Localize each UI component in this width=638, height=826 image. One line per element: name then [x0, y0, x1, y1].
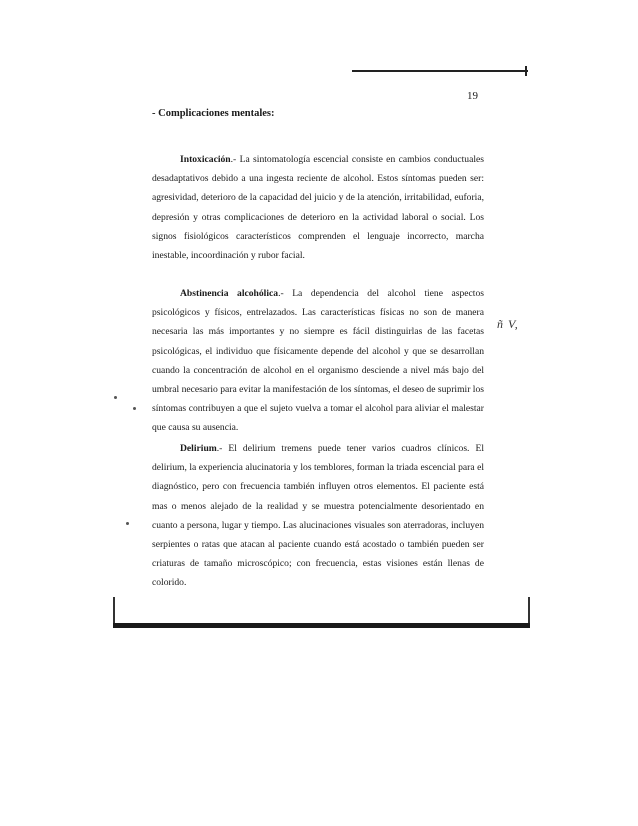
paragraph-delirium: [152, 439, 484, 593]
top-rule: [352, 70, 528, 72]
page-number: 19: [467, 90, 478, 102]
handwritten-margin-note: ñ V,: [497, 317, 519, 331]
section-heading: [152, 108, 274, 119]
paragraph-text: .- El delirium tremens puede tener varios cuadros clínicos. El delirium, la experiencia alucinatoria y los temblores, forman la triada escencial para el diagnóstico, pero con frecuencia también influyen otros elementos. El paciente está mas o menos alejado de la realidad y se muestra potencialmente desorientado en cuanto a persona, lugar y tiempo. Las alucinaciones visuales son aterradoras, incluyen serpientes o ratas que atacan al paciente cuando está acostado o también pueden ser criaturas de tamaño microscópico; con frecuencia, estas visiones están llenas de colorido.: [152, 443, 484, 589]
scan-speck: [133, 407, 136, 410]
scan-speck: [126, 522, 129, 525]
paragraph-text: .- La sintomatología escencial consiste en cambios conductuales desadaptativos debido a una ingesta reciente de alcohol. Estos síntomas pueden ser: agresividad, deterioro de la capacidad del juicio y de la atención, irritabilidad, euforia, depresión y otras complicaciones de deterioro en la actividad laboral o social. Los signos fisiológicos característicos comprenden el lenguaje incorrecto, marcha inestable, incoordinación y rubor facial.: [152, 154, 484, 262]
bottom-frame-right: [528, 597, 530, 625]
top-rule-tick: [525, 66, 527, 76]
paragraph-abstinencia: [152, 284, 484, 438]
paragraph-term: Intoxicación: [180, 154, 231, 165]
paragraph-intoxicacion: [152, 150, 484, 265]
paragraph-term: Abstinencia alcohólica: [180, 288, 279, 299]
section-heading-text: - Complicaciones mentales:: [152, 108, 275, 119]
bottom-frame-left: [113, 597, 115, 625]
bottom-rule: [113, 623, 530, 628]
paragraph-term: Delirium: [180, 443, 217, 454]
paragraph-text: .- La dependencia del alcohol tiene aspectos psicológicos y físicos, entrelazados. Las características físicas no son de manera necesaria las más importantes y no siempre es fácil distinguirlas de las facetas psicológicas, el individuo que físicamente depende del alcohol y que se desarrollan cuando la concentración de alcohol en el organismo desciende a nivel más bajo del umbral necesario para evitar la manifestación de los síntomas, el deseo de suprimir los síntomas contribuyen a que el sujeto vuelva a tomar el alcohol para aliviar el malestar que causa su ausencia.: [152, 288, 484, 434]
scan-speck: [114, 396, 117, 399]
